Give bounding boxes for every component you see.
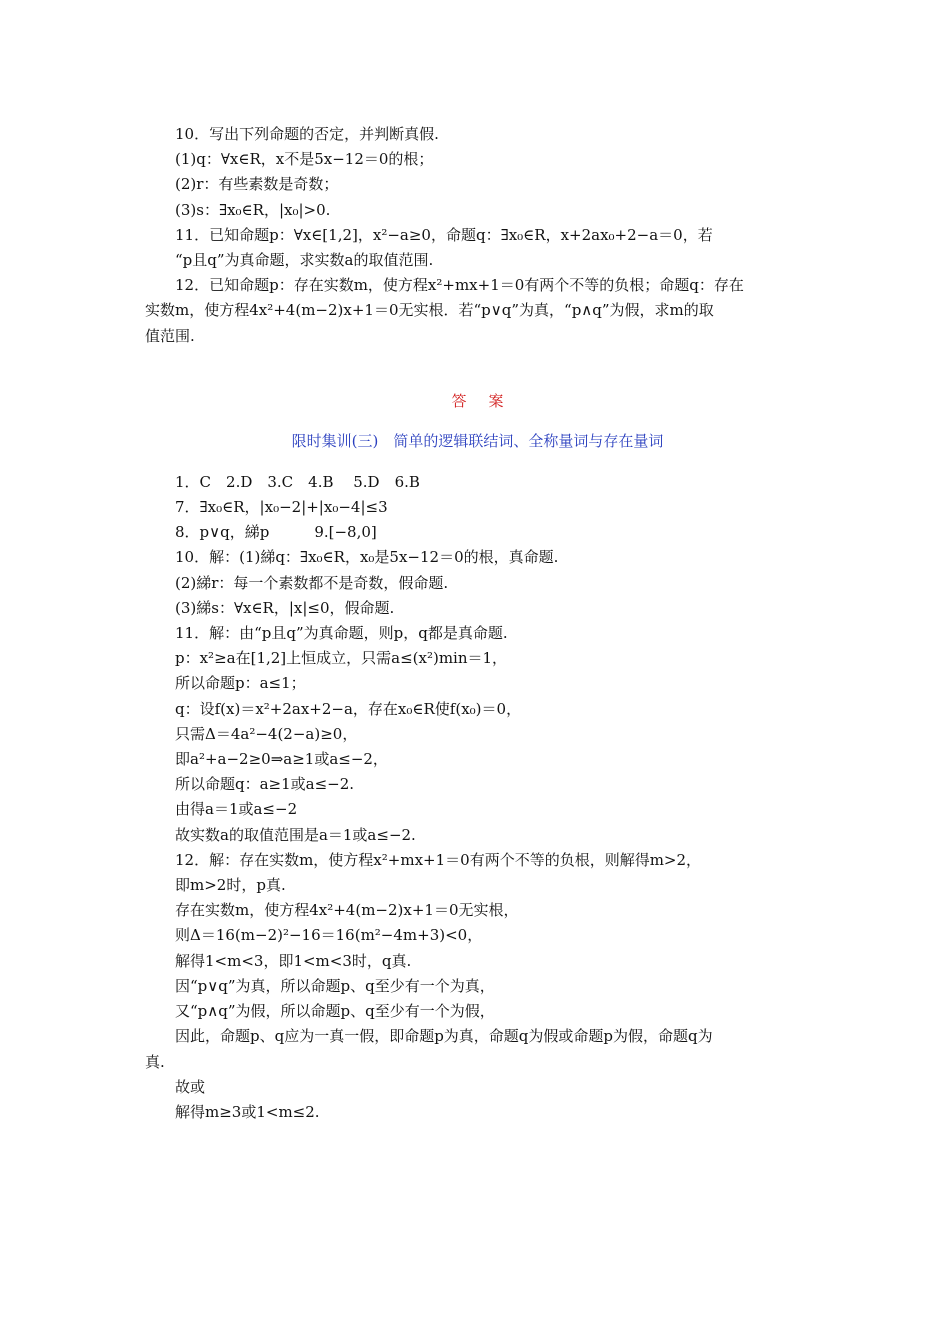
section-title: 限时集训(三) 简单的逻辑联结词、全称量词与存在量词	[291, 431, 664, 450]
answer-line: 所以命题p：a≤1；	[175, 674, 306, 693]
answer-line: 8．p∨q，綈p 9.[−8,0]	[175, 523, 377, 542]
answer-line: 则Δ＝16(m−2)²−16＝16(m²−4m+3)<0，	[175, 926, 483, 945]
answer-heading: 答案	[451, 391, 526, 410]
answer-line: 即a²+a−2≥0⇒a≥1或a≤−2，	[175, 750, 388, 769]
answer-line: 10．解：(1)綈q：∃x₀∈R，x₀是5x−12＝0的根，真命题.	[175, 548, 559, 567]
question-11-line-2: “p且q”为真命题，求实数a的取值范围.	[175, 251, 434, 270]
document-page	[145, 122, 810, 1125]
answer-line: 因“p∨q”为真，所以命题p、q至少有一个为真，	[175, 976, 495, 995]
answer-line: 12．解：存在实数m，使方程x²+mx+1＝0有两个不等的负根，则解得m>2，	[175, 850, 702, 869]
answer-line: 7．∃x₀∈R，|x₀−2|+|x₀−4|≤3	[175, 498, 388, 517]
question-10: 10．写出下列命题的否定，并判断真假.	[175, 125, 439, 143]
answer-line: 解得m≥3或1<m≤2.	[175, 1102, 320, 1121]
answer-line: p：x²≥a在[1,2]上恒成立，只需a≤(x²)min＝1，	[175, 649, 508, 668]
question-10-2: (2)r：有些素数是奇数；	[175, 175, 339, 194]
answer-line: 解得1<m<3，即1<m<3时，q真.	[175, 951, 412, 970]
question-12-line-3: 值范围.	[145, 326, 195, 345]
answer-line: 由得a＝1或a≤−2	[175, 800, 298, 819]
answer-line: (3)綈s：∀x∈R，|x|≤0，假命题.	[175, 598, 395, 617]
answer-line: 所以命题q：a≥1或a≤−2.	[175, 775, 355, 794]
answer-line: 即m>2时，p真.	[175, 876, 286, 895]
question-10-3: (3)s：∃x₀∈R，|x₀|>0.	[175, 200, 331, 219]
answer-line: 故实数a的取值范围是a＝1或a≤−2.	[175, 825, 416, 844]
question-12-line-1: 12．已知命题p：存在实数m，使方程x²+mx+1＝0有两个不等的负根；命题q：存在	[175, 276, 744, 295]
answer-line: (2)綈r：每一个素数都不是奇数，假命题.	[175, 573, 449, 592]
answer-line: 11．解：由“p且q”为真命题，则p，q都是真命题.	[175, 624, 508, 643]
answer-line: 存在实数m，使方程4x²+4(m−2)x+1＝0无实根，	[175, 901, 519, 920]
answer-line: 因此，命题p、q应为一真一假，即命题p为真，命题q为假或命题p为假，命题q为	[175, 1027, 713, 1046]
question-10-1: (1)q：∀x∈R，x不是5x−12＝0的根；	[175, 150, 434, 169]
answer-line: 又“p∧q”为假，所以命题p、q至少有一个为假，	[175, 1002, 495, 1021]
question-11-line-1: 11．已知命题p：∀x∈[1,2]，x²−a≥0，命题q：∃x₀∈R，x+2ax₀+2−a＝0，若	[175, 225, 713, 244]
answer-line: 真.	[145, 1052, 165, 1071]
answer-line: 只需Δ＝4a²−4(2−a)≥0，	[175, 724, 358, 743]
answer-line: q：设f(x)＝x²+2ax+2−a，存在x₀∈R使f(x₀)＝0，	[175, 699, 522, 718]
answer-line: 故或	[175, 1077, 206, 1096]
answer-line: 1．C 2.D 3.C 4.B 5.D 6.B	[175, 472, 420, 491]
question-12-line-2: 实数m，使方程4x²+4(m−2)x+1＝0无实根．若“p∨q”为真，“p∧q”为假，求m的取	[145, 301, 714, 320]
